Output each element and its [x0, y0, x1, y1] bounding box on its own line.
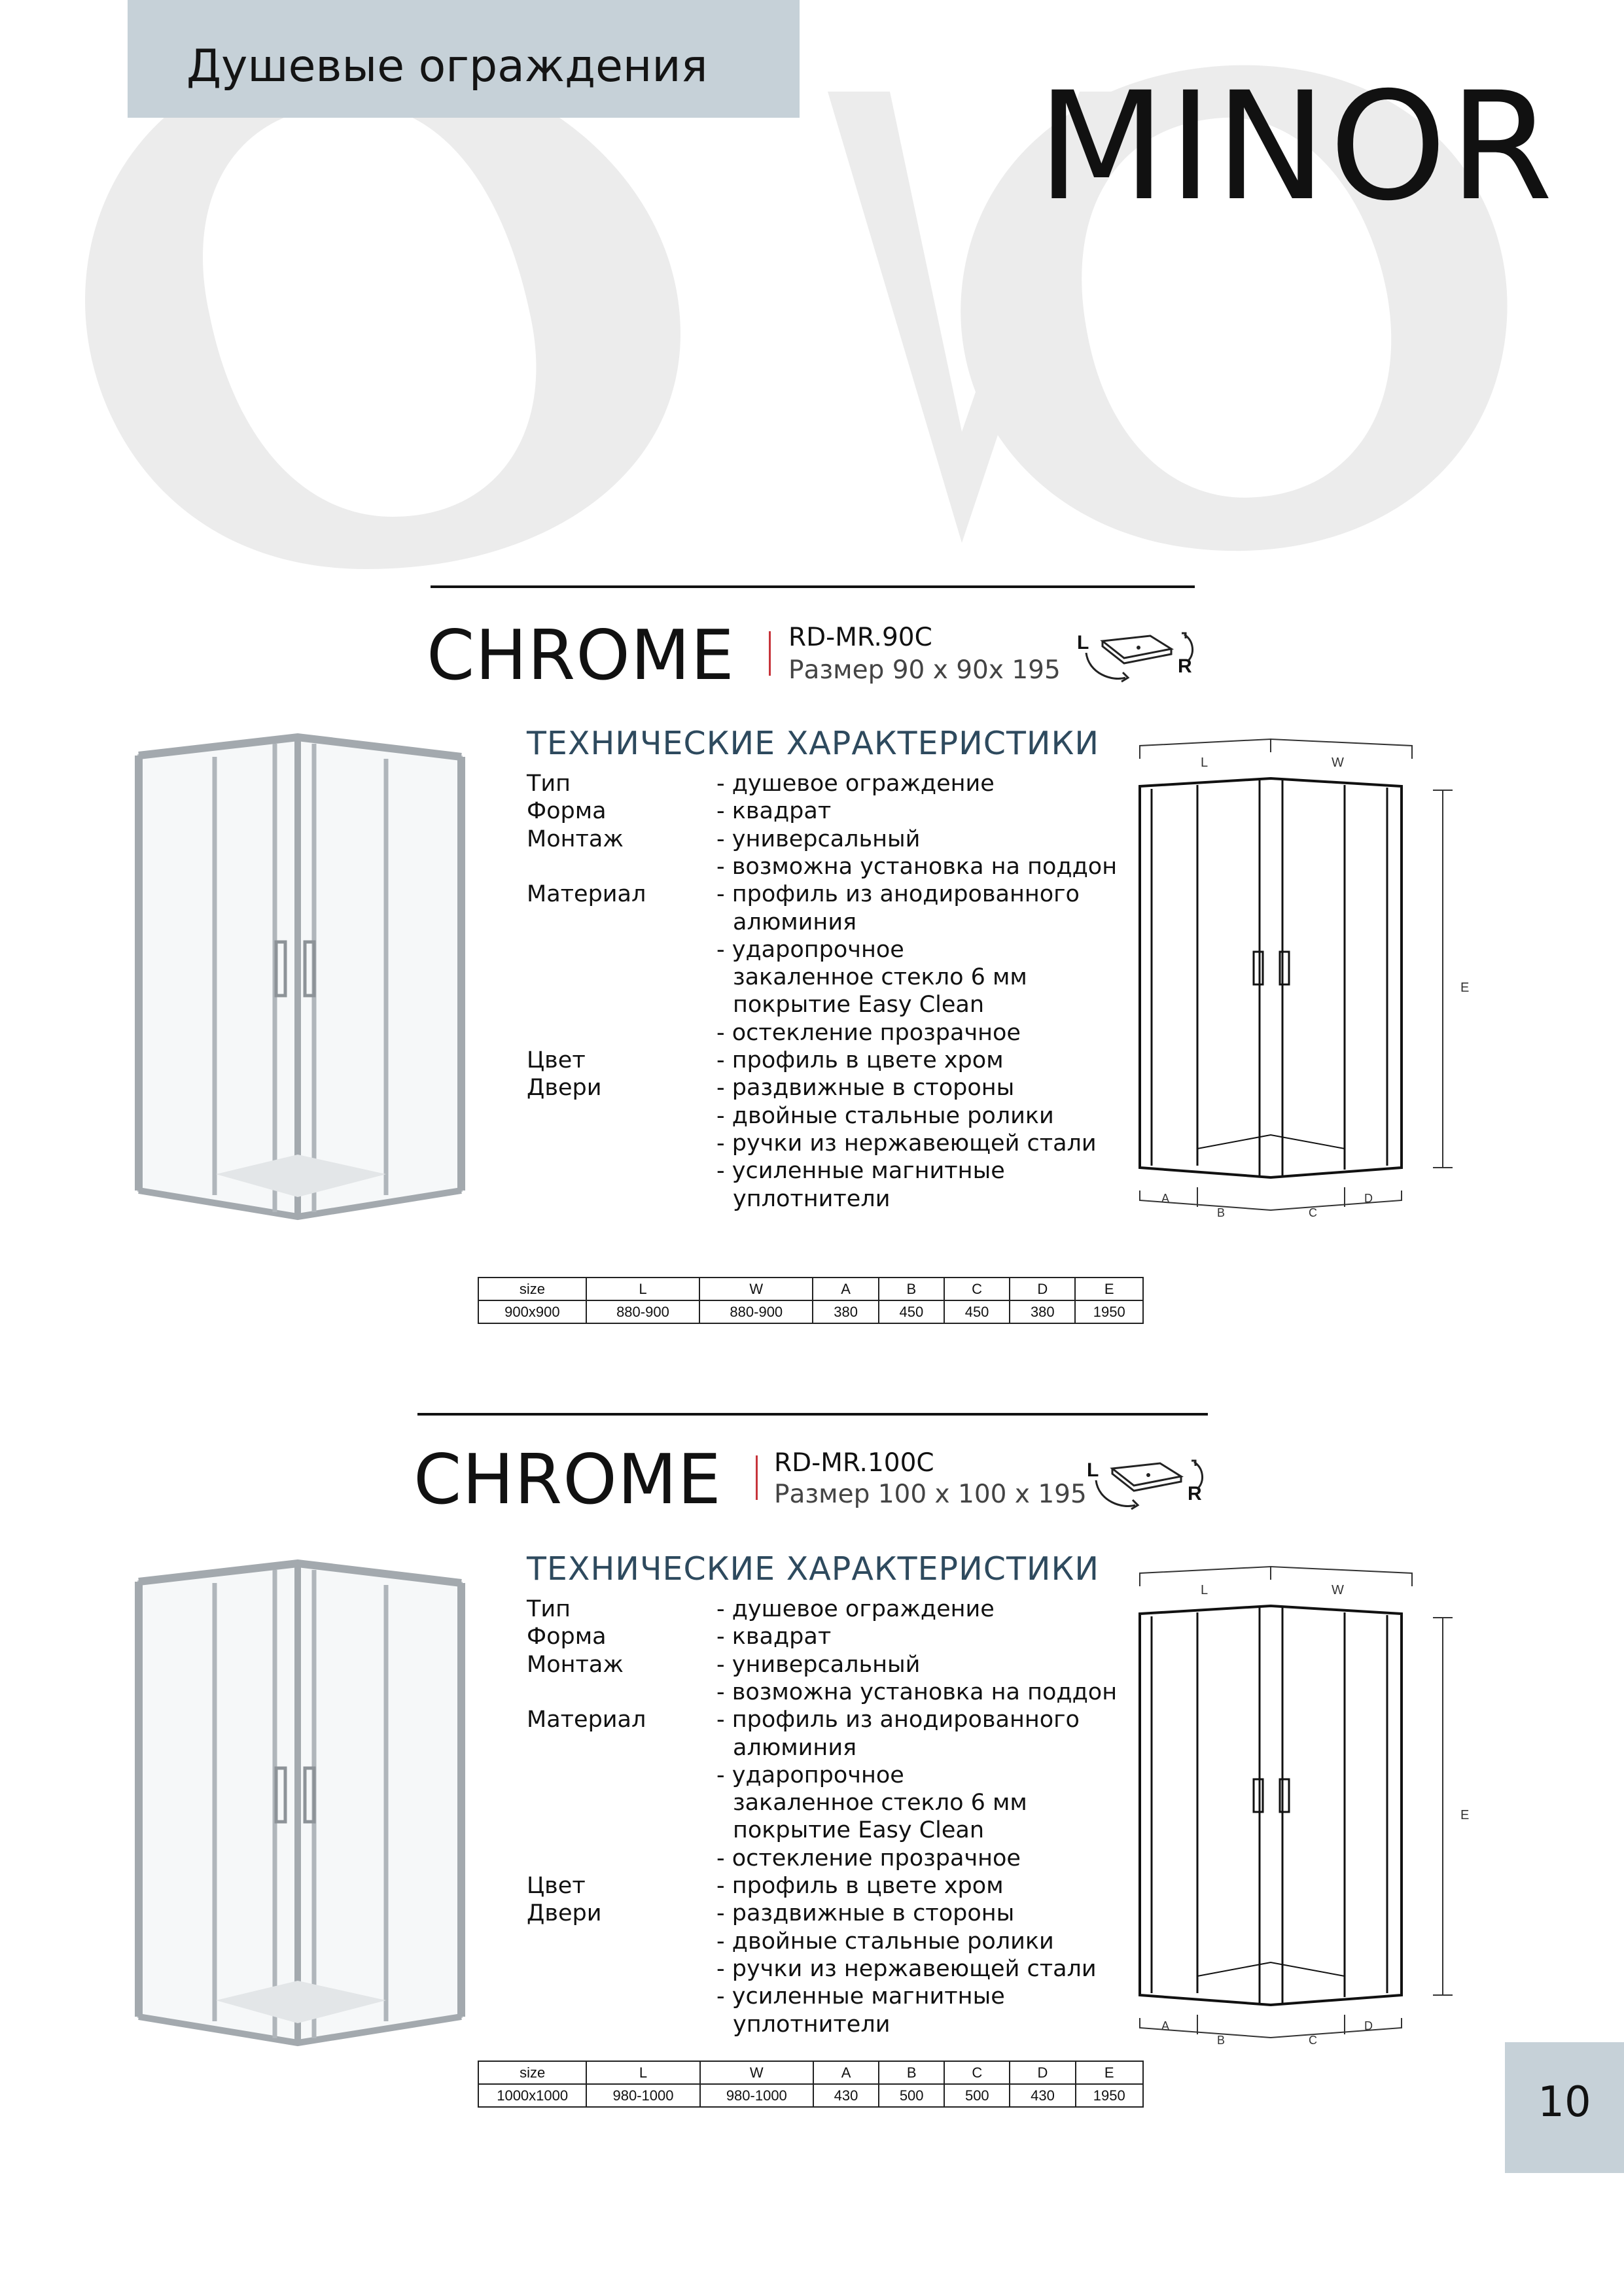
spec-title: ТЕХНИЧЕСКИЕ ХАРАКТЕРИСТИКИ [527, 1550, 1099, 1588]
spec-value: - возможна установка на поддон [716, 853, 1118, 880]
spec-value: покрытие Easy Clean [733, 1817, 985, 1844]
table-cell: 1950 [1075, 1300, 1143, 1323]
diagram-label-a: A [1161, 2019, 1170, 2032]
spec-value: закаленное стекло 6 мм [733, 1790, 1027, 1817]
table-cell: 1000x1000 [478, 2084, 586, 2107]
table-header-cell: D [1010, 1278, 1075, 1300]
table-cell: 450 [879, 1300, 944, 1323]
spec-value: - двойные стальные ролики [716, 1102, 1054, 1129]
diagram-label-d: D [1364, 2019, 1373, 2032]
diagram-label-d: D [1364, 1192, 1373, 1205]
category-title: Душевые ограждения [186, 41, 708, 92]
table-header-cell: A [813, 1278, 878, 1300]
table-cell: 450 [944, 1300, 1010, 1323]
spec-label: Двери [527, 1900, 602, 1927]
diagram-label-b: B [1217, 2034, 1226, 2047]
orientation-right-label: R [1188, 1483, 1202, 1505]
spec-title: ТЕХНИЧЕСКИЕ ХАРАКТЕРИСТИКИ [527, 725, 1099, 762]
product-photo [131, 729, 471, 1226]
brand-title: MINOR [1037, 60, 1556, 234]
spec-value: - остекление прозрачное [716, 1845, 1021, 1871]
spec-label: Цвет [527, 1873, 586, 1899]
table-header-cell: C [944, 2061, 1010, 2084]
spec-value: - усиленные магнитные [716, 1158, 1005, 1185]
spec-value: - остекление прозрачное [716, 1019, 1021, 1046]
table-cell: 1950 [1076, 2084, 1143, 2107]
section-divider [417, 1413, 1208, 1416]
orientation-icon [1073, 621, 1204, 693]
spec-value: - двойные стальные ролики [716, 1928, 1054, 1955]
series-title: CHROME [414, 1440, 722, 1520]
series-title: CHROME [427, 616, 735, 695]
spec-value: - профиль из анодированного [716, 1707, 1080, 1733]
diagram-label-l: L [1201, 1583, 1209, 1597]
diagram-label-b: B [1217, 1206, 1226, 1219]
dimension-diagram [1125, 733, 1470, 1230]
spec-value: - раздвижные в стороны [716, 1075, 1015, 1102]
diagram-label-a: A [1161, 1192, 1170, 1205]
spec-value: уплотнители [733, 1185, 891, 1212]
spec-value: - душевое ограждение [716, 1596, 995, 1622]
table-header-cell: B [879, 2061, 944, 2084]
table-header-cell: W [699, 1278, 813, 1300]
table-cell: 880-900 [699, 1300, 813, 1323]
spec-value: - раздвижные в стороны [716, 1900, 1015, 1927]
model-size: Размер 100 х 100 х 195 [774, 1480, 1087, 1509]
table-cell: 900x900 [478, 1300, 586, 1323]
table-cell: 380 [813, 1300, 878, 1323]
title-separator [769, 631, 771, 676]
table-header-cell: size [478, 1278, 586, 1300]
spec-label: Монтаж [527, 1651, 624, 1678]
table-cell: 500 [944, 2084, 1010, 2107]
spec-value: - профиль в цвете хром [716, 1047, 1004, 1073]
table-cell: 380 [1010, 1300, 1075, 1323]
spec-value: - ударопрочное [716, 1762, 904, 1788]
model-code: RD-MR.90C [788, 623, 932, 652]
orientation-right-label: R [1178, 655, 1192, 677]
table-row [478, 2084, 1143, 2107]
spec-value: - универсальный [716, 826, 921, 852]
orientation-left-label: L [1087, 1459, 1099, 1481]
spec-label: Тип [527, 771, 571, 797]
diagram-label-w: W [1332, 756, 1344, 770]
spec-value: - усиленные магнитные [716, 1983, 1005, 2010]
table-cell: 880-900 [586, 1300, 699, 1323]
orientation-left-label: L [1077, 632, 1089, 653]
spec-value: - квадрат [716, 1624, 832, 1650]
diagram-label-c: C [1309, 1206, 1317, 1219]
page-number: 10 [1538, 2078, 1591, 2127]
spec-value: алюминия [733, 909, 857, 935]
table-header-cell: W [700, 2061, 813, 2084]
diagram-label-e: E [1460, 981, 1470, 995]
table-cell: 430 [1010, 2084, 1075, 2107]
spec-value: - ручки из нержавеющей стали [716, 1955, 1097, 1982]
spec-value: закаленное стекло 6 мм [733, 964, 1027, 991]
dimensions-table [478, 2061, 1144, 2108]
table-header-row [478, 1278, 1143, 1300]
table-header-cell: A [813, 2061, 879, 2084]
dimension-diagram [1125, 1560, 1470, 2057]
spec-value: алюминия [733, 1734, 857, 1761]
table-header-cell: L [586, 1278, 699, 1300]
spec-label: Цвет [527, 1047, 586, 1073]
table-header-cell: E [1076, 2061, 1143, 2084]
spec-value: - ударопрочное [716, 936, 904, 963]
spec-label: Форма [527, 1624, 607, 1650]
spec-value: уплотнители [733, 2011, 891, 2038]
table-cell: 980-1000 [586, 2084, 699, 2107]
orientation-icon [1083, 1449, 1214, 1521]
table-header-cell: B [879, 1278, 944, 1300]
spec-label: Материал [527, 881, 646, 908]
table-header-cell: L [586, 2061, 699, 2084]
spec-value: - ручки из нержавеющей стали [716, 1130, 1097, 1157]
spec-value: покрытие Easy Clean [733, 992, 985, 1018]
diagram-label-e: E [1460, 1808, 1470, 1822]
diagram-label-c: C [1309, 2034, 1317, 2047]
table-cell: 500 [879, 2084, 944, 2107]
section-divider [431, 585, 1195, 588]
spec-value: - профиль в цвете хром [716, 1873, 1004, 1899]
spec-label: Монтаж [527, 826, 624, 852]
title-separator [756, 1455, 758, 1500]
spec-label: Форма [527, 798, 607, 825]
spec-value: - квадрат [716, 798, 832, 825]
model-code: RD-MR.100C [774, 1448, 934, 1478]
model-size: Размер 90 х 90х 195 [788, 655, 1061, 685]
diagram-label-l: L [1201, 756, 1209, 770]
page-number-box [1505, 2042, 1624, 2173]
table-header-cell: E [1075, 1278, 1143, 1300]
table-cell: 430 [813, 2084, 879, 2107]
spec-value: - универсальный [716, 1651, 921, 1678]
spec-value: - возможна установка на поддон [716, 1679, 1118, 1705]
table-header-cell: D [1010, 2061, 1075, 2084]
spec-label: Тип [527, 1596, 571, 1622]
diagram-label-w: W [1332, 1583, 1344, 1597]
spec-value: - душевое ограждение [716, 771, 995, 797]
spec-label: Материал [527, 1707, 646, 1733]
spec-label: Двери [527, 1075, 602, 1102]
table-header-cell: size [478, 2061, 586, 2084]
table-header-cell: C [944, 1278, 1010, 1300]
product-photo [131, 1556, 471, 2053]
table-row [478, 1300, 1143, 1323]
spec-value: - профиль из анодированного [716, 881, 1080, 908]
dimensions-table [478, 1277, 1144, 1324]
table-header-row [478, 2061, 1143, 2084]
table-cell: 980-1000 [700, 2084, 813, 2107]
